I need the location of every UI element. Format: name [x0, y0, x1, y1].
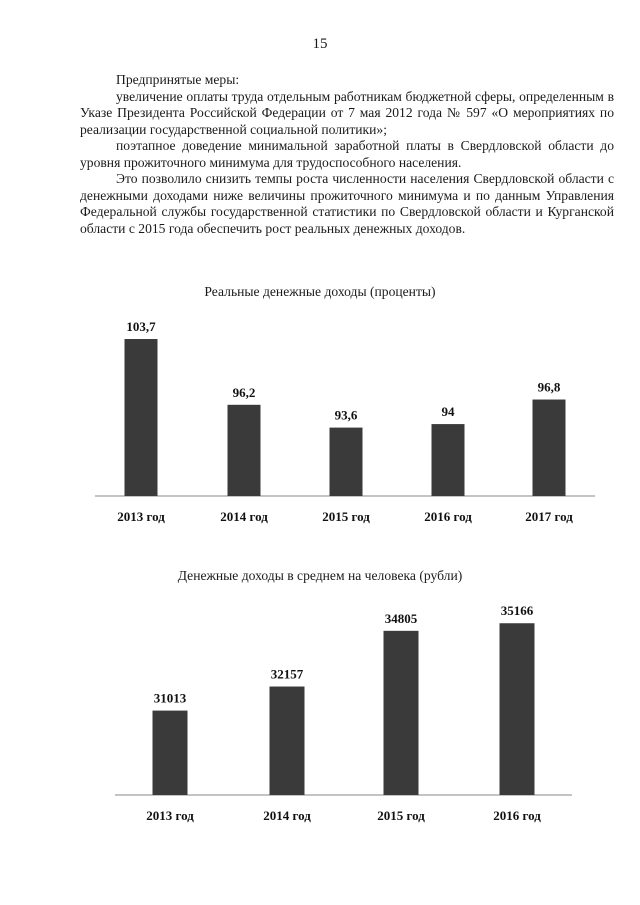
chart-1-value-label-2: 34805: [384, 610, 418, 626]
chart-1-bar-3: [500, 623, 535, 795]
chart-0-bar-3: [432, 424, 465, 496]
chart-0-value-label-1: 96,2: [232, 384, 256, 400]
chart-0-bar-1: [228, 405, 261, 496]
paragraph-result: Это позволило снизить темпы роста численности населения Свердловской области с денежными доходами ниже величины прожиточного минимума и по данным Управления Федеральной службы государственной статистики по Свердловской области и Курганской области с 2015 года обеспечить рост реальных денежных доходов.: [80, 171, 614, 236]
paragraph-minimum-wage: поэтапное доведение минимальной заработной платы в Свердловской области до уровня прожиточного минимума для трудоспособного населения.: [80, 138, 614, 170]
chart-0-bar-2: [330, 428, 363, 496]
chart-1-category-label-1: 2014 год: [263, 808, 311, 823]
chart-title-real-income: Реальные денежные доходы (проценты): [204, 284, 436, 299]
chart-1-category-label-3: 2016 год: [493, 808, 541, 823]
chart-0-category-label-0: 2013 год: [117, 509, 165, 524]
chart-0-bar-0: [125, 339, 158, 496]
chart-0-value-label-3: 94: [441, 404, 455, 420]
paragraph-measures-heading: Предпринятые меры:: [116, 72, 240, 87]
chart-0-bar-4: [533, 400, 566, 496]
chart-1-category-label-2: 2015 год: [377, 808, 425, 823]
chart-0-category-label-3: 2016 год: [424, 509, 472, 524]
body-text: [80, 72, 614, 237]
chart-0-category-label-2: 2015 год: [322, 509, 370, 524]
chart-1-bar-1: [270, 687, 305, 795]
chart-1-bar-2: [384, 631, 419, 795]
chart-title-income-per-capita: Денежные доходы в среднем на человека (рубли): [177, 568, 463, 583]
chart-income-per-capita: [0, 584, 640, 834]
chart-1-bar-0: [153, 711, 188, 795]
chart-1-value-label-1: 32157: [270, 666, 304, 682]
chart-0-category-label-4: 2017 год: [525, 509, 573, 524]
chart-1-category-label-0: 2013 год: [146, 808, 194, 823]
chart-0-value-label-4: 96,8: [537, 379, 561, 395]
chart-0-value-label-0: 103,7: [126, 319, 156, 335]
paragraph-salary-increase: увеличение оплаты труда отдельным работникам бюджетной сферы, определенным в Указе Президента Российской Федерации от 7 мая 2012 года № 597 «О мероприятиях по реализации государственной социальной политики»;: [80, 88, 614, 137]
chart-0-category-label-1: 2014 год: [220, 509, 268, 524]
chart-1-value-label-3: 35166: [500, 603, 534, 619]
chart-0-value-label-2: 93,6: [334, 407, 358, 423]
chart-real-income: [0, 300, 640, 540]
page-number: 15: [312, 36, 328, 52]
chart-1-value-label-0: 31013: [153, 690, 187, 706]
